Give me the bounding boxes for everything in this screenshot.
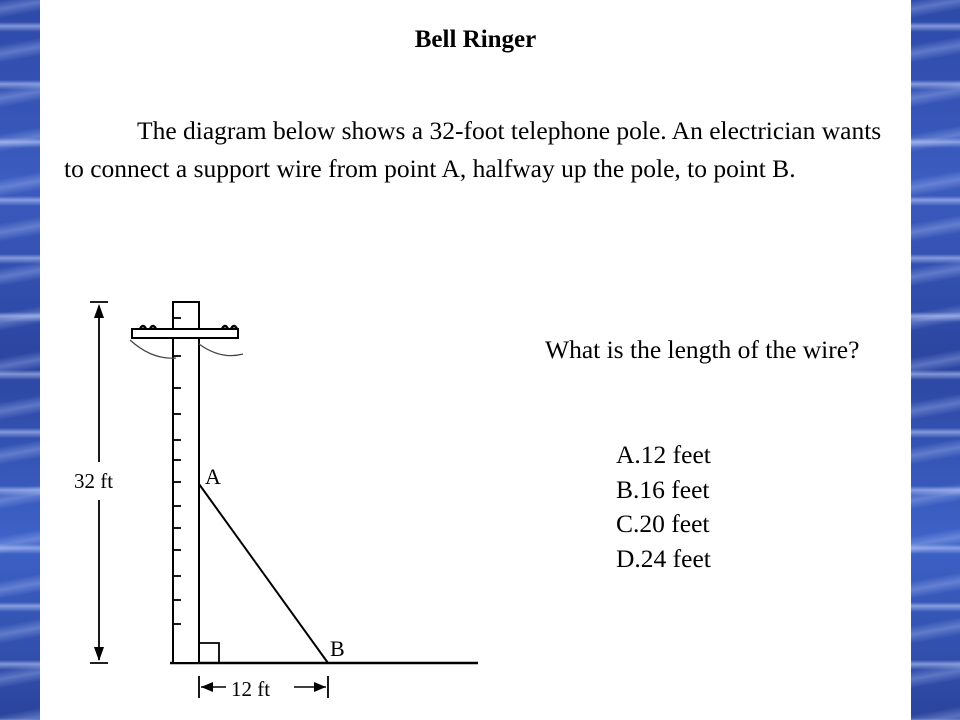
- power-line-left: [130, 340, 176, 358]
- height-label: 32 ft: [74, 469, 114, 493]
- choice-text: 20 feet: [639, 509, 710, 538]
- base-arrow-right: [314, 682, 326, 692]
- choice-text: 16 feet: [639, 474, 710, 504]
- choice-a[interactable]: [616, 438, 711, 473]
- choice-c[interactable]: [616, 507, 711, 542]
- choice-d[interactable]: [616, 542, 711, 577]
- power-line-right: [199, 344, 243, 356]
- base-arrow-left: [201, 682, 213, 692]
- crossarm: [132, 329, 238, 338]
- slide-content: [40, 0, 911, 720]
- problem-statement: The diagram below shows a 32-foot telephone pole. An electrician wants to connect a support wire from point A, halfway up the pole, to point B.: [64, 116, 882, 183]
- base-label: 12 ft: [231, 677, 271, 701]
- answer-choices: [616, 438, 711, 576]
- choice-letter: B.: [616, 474, 640, 504]
- support-wire: [199, 484, 328, 663]
- choice-letter: A.: [616, 440, 641, 469]
- choice-letter: D.: [616, 543, 641, 573]
- choice-b[interactable]: [616, 473, 711, 508]
- left-decorative-band: [0, 0, 40, 720]
- height-arrow-down: [94, 647, 104, 661]
- question-text: What is the length of the wire?: [545, 335, 860, 364]
- point-a-label: A: [205, 464, 221, 489]
- choice-text: 24 feet: [640, 543, 711, 573]
- right-angle-mark: [199, 643, 219, 663]
- point-b-label: B: [330, 636, 345, 661]
- right-decorative-band: [911, 0, 960, 720]
- choice-letter: C.: [616, 509, 640, 538]
- slide-title: Bell Ringer: [414, 26, 537, 53]
- choice-text: 12 feet: [640, 440, 711, 469]
- height-arrow-up: [94, 304, 104, 318]
